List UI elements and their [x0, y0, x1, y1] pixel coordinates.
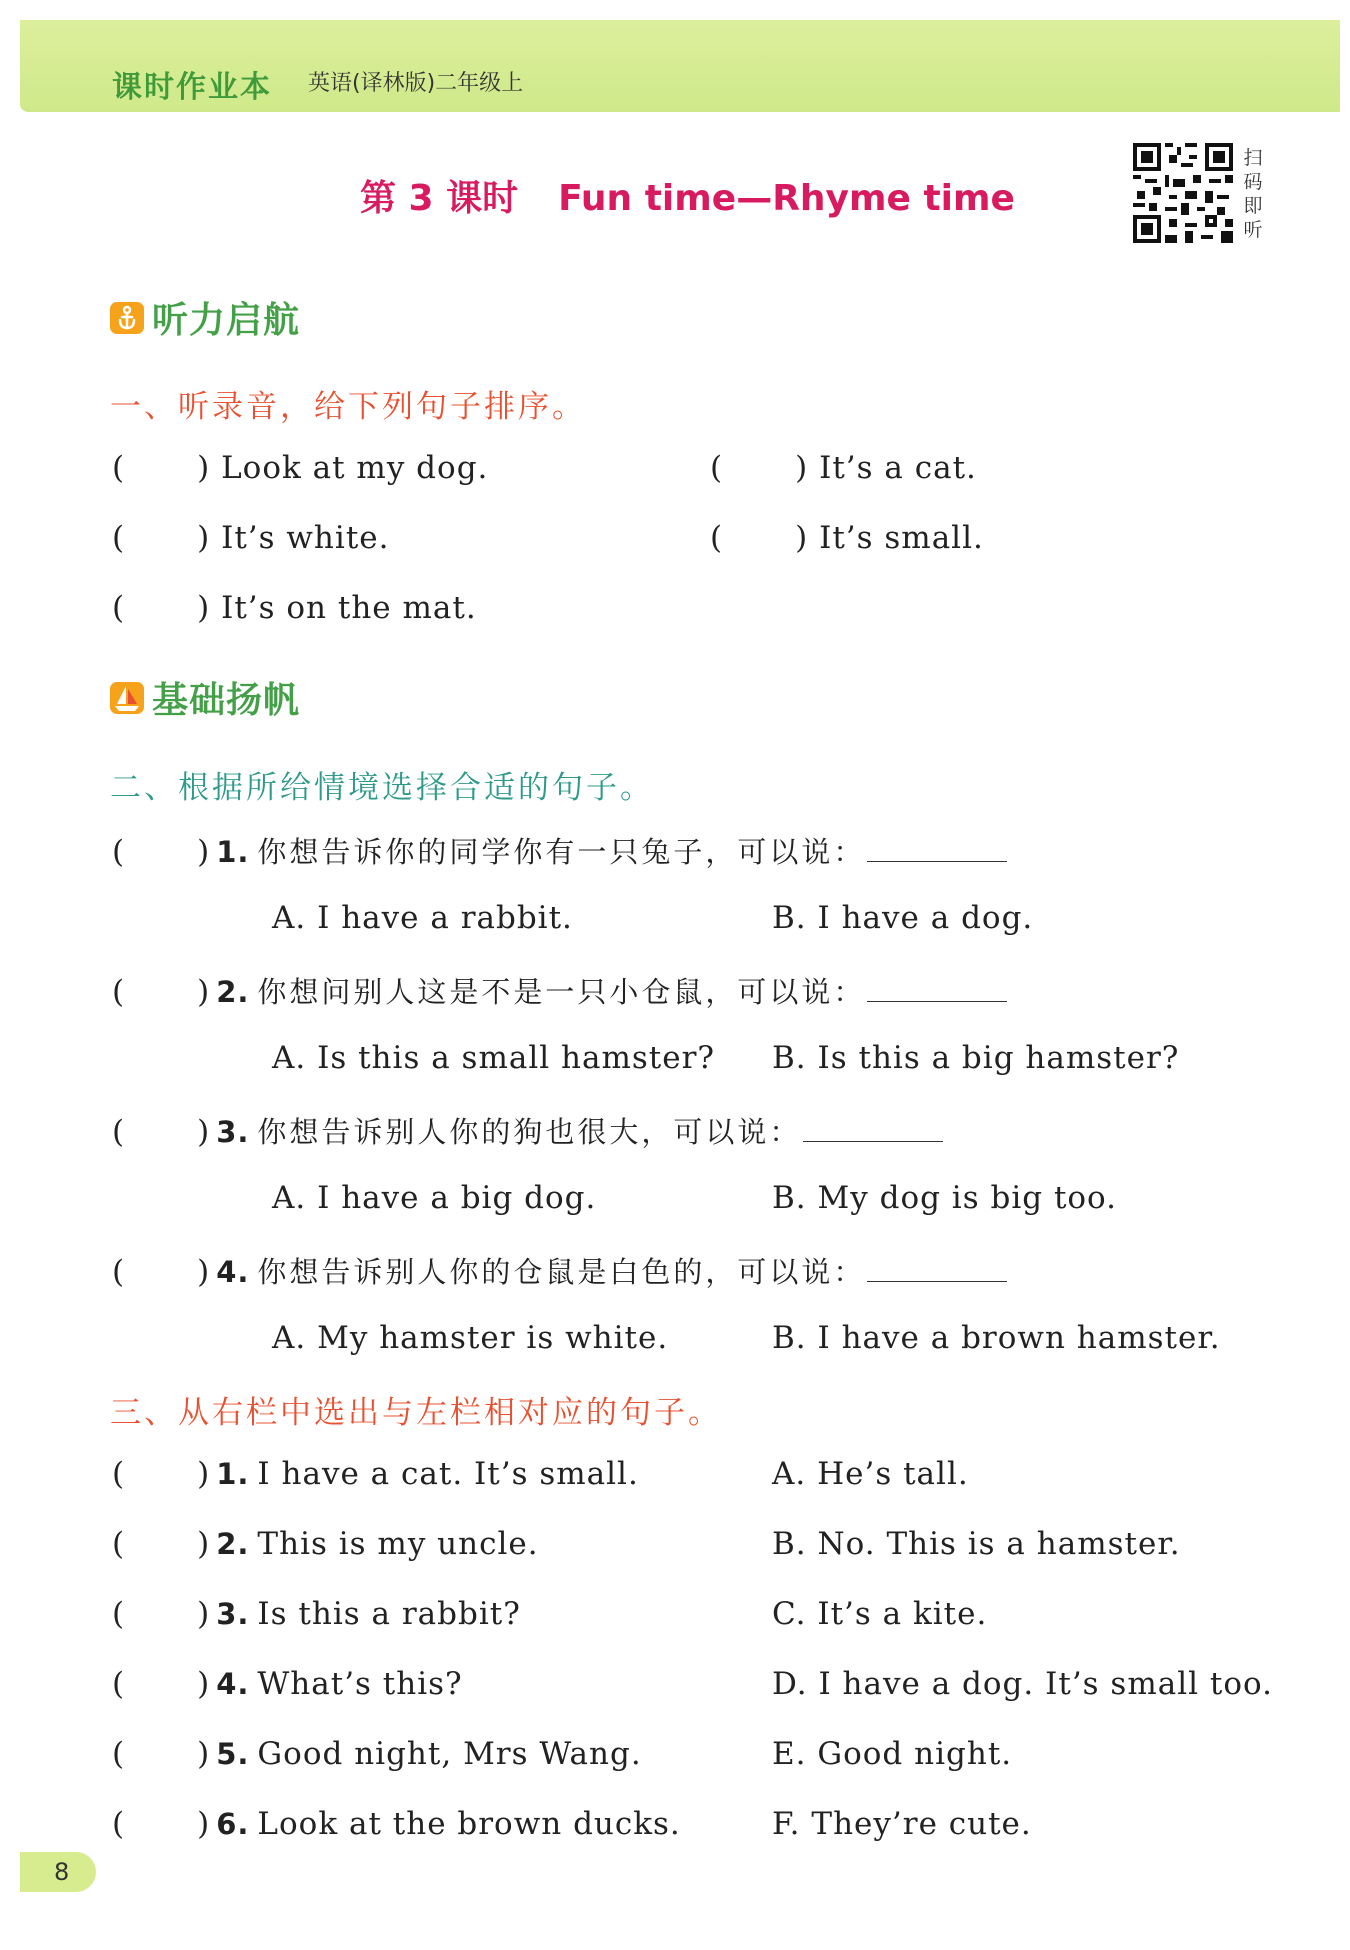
- answer-blank[interactable]: [867, 831, 1007, 862]
- book-subject: 英语(译林版)二年级上: [308, 71, 524, 96]
- q3-left-item[interactable]: ( ) 1. I have a cat. It’s small.: [112, 1456, 639, 1492]
- option-b[interactable]: B. My dog is big too.: [772, 1180, 1118, 1216]
- q1-item-text: It’s small.: [819, 520, 984, 556]
- q1-item-text: It’s on the mat.: [221, 590, 477, 626]
- page-number-tab: [20, 1852, 96, 1892]
- q3-right-item[interactable]: B. No. This is a hamster.: [772, 1526, 1181, 1562]
- q1-item[interactable]: ( ) Look at my dog.: [112, 450, 489, 486]
- section-basics: [108, 672, 301, 721]
- q1-title: 一、听录音，给下列句子排序。: [110, 389, 586, 425]
- q3-left-item[interactable]: ( ) 5. Good night, Mrs Wang.: [112, 1736, 642, 1772]
- q2-prompt: 你想告诉别人你的仓鼠是白色的，可以说：: [257, 1255, 866, 1289]
- q3-right-item[interactable]: A. He’s tall.: [772, 1456, 969, 1492]
- q2-title: 二、根据所给情境选择合适的句子。: [110, 770, 654, 806]
- q2-item[interactable]: ( ) 4. 你想告诉别人你的仓鼠是白色的，可以说：: [112, 1250, 1007, 1291]
- q1-item[interactable]: ( ) It’s on the mat.: [112, 590, 477, 626]
- q3-right-item[interactable]: E. Good night.: [772, 1736, 1013, 1772]
- q3-right-item[interactable]: F. They’re cute.: [772, 1806, 1032, 1842]
- q2-item[interactable]: ( ) 1. 你想告诉你的同学你有一只兔子，可以说：: [112, 830, 1007, 871]
- q3-left-item[interactable]: ( ) 2. This is my uncle.: [112, 1526, 539, 1562]
- q2-prompt: 你想问别人这是不是一只小仓鼠，可以说：: [257, 975, 866, 1009]
- option-b[interactable]: B. I have a dog.: [772, 900, 1034, 936]
- option-b[interactable]: B. Is this a big hamster?: [772, 1040, 1180, 1076]
- lesson-title: [360, 170, 1015, 221]
- section-basics-title: 基础扬帆: [152, 680, 301, 721]
- option-a[interactable]: A. I have a big dog.: [272, 1180, 597, 1216]
- answer-blank[interactable]: [803, 1111, 943, 1142]
- lesson-number: 第 3 课时: [360, 178, 519, 219]
- q2-item[interactable]: ( ) 3. 你想告诉别人你的狗也很大，可以说：: [112, 1110, 943, 1151]
- brand-title: 课时作业本: [112, 70, 272, 105]
- q1-item-text: Look at my dog.: [221, 450, 489, 486]
- q1-item[interactable]: ( ) It’s white.: [112, 520, 390, 556]
- option-b[interactable]: B. I have a brown hamster.: [772, 1320, 1221, 1356]
- q1-item-text: It’s white.: [221, 520, 390, 556]
- q2-item[interactable]: ( ) 2. 你想问别人这是不是一只小仓鼠，可以说：: [112, 970, 1007, 1011]
- scan-to-listen-label: 扫 码 即 听: [1243, 147, 1263, 241]
- option-a[interactable]: A. I have a rabbit.: [272, 900, 573, 936]
- anchor-icon: [108, 298, 148, 338]
- q2-prompt: 你想告诉你的同学你有一只兔子，可以说：: [257, 835, 866, 869]
- section-listening: [108, 292, 301, 341]
- q2-prompt: 你想告诉别人你的狗也很大，可以说：: [257, 1115, 802, 1149]
- q1-item-text: It’s a cat.: [819, 450, 977, 486]
- lesson-topic: Fun time—Rhyme time: [558, 178, 1015, 219]
- answer-blank[interactable]: [867, 1251, 1007, 1282]
- answer-blank[interactable]: [867, 971, 1007, 1002]
- q1-item[interactable]: ( ) It’s a cat.: [710, 450, 977, 486]
- qr-code-icon[interactable]: [1133, 143, 1233, 243]
- option-a[interactable]: A. Is this a small hamster?: [272, 1040, 716, 1076]
- section-listening-title: 听力启航: [152, 300, 301, 341]
- q3-left-item[interactable]: ( ) 6. Look at the brown ducks.: [112, 1806, 681, 1842]
- q3-right-item[interactable]: D. I have a dog. It’s small too.: [772, 1666, 1273, 1702]
- q3-left-item[interactable]: ( ) 3. Is this a rabbit?: [112, 1596, 521, 1632]
- page-number: 8: [54, 1858, 70, 1886]
- q3-left-item[interactable]: ( ) 4. What’s this?: [112, 1666, 463, 1702]
- sailboat-icon: [108, 678, 148, 718]
- q3-title: 三、从右栏中选出与左栏相对应的句子。: [110, 1395, 722, 1431]
- q3-right-item[interactable]: C. It’s a kite.: [772, 1596, 988, 1632]
- option-a[interactable]: A. My hamster is white.: [272, 1320, 669, 1356]
- q1-item[interactable]: ( ) It’s small.: [710, 520, 984, 556]
